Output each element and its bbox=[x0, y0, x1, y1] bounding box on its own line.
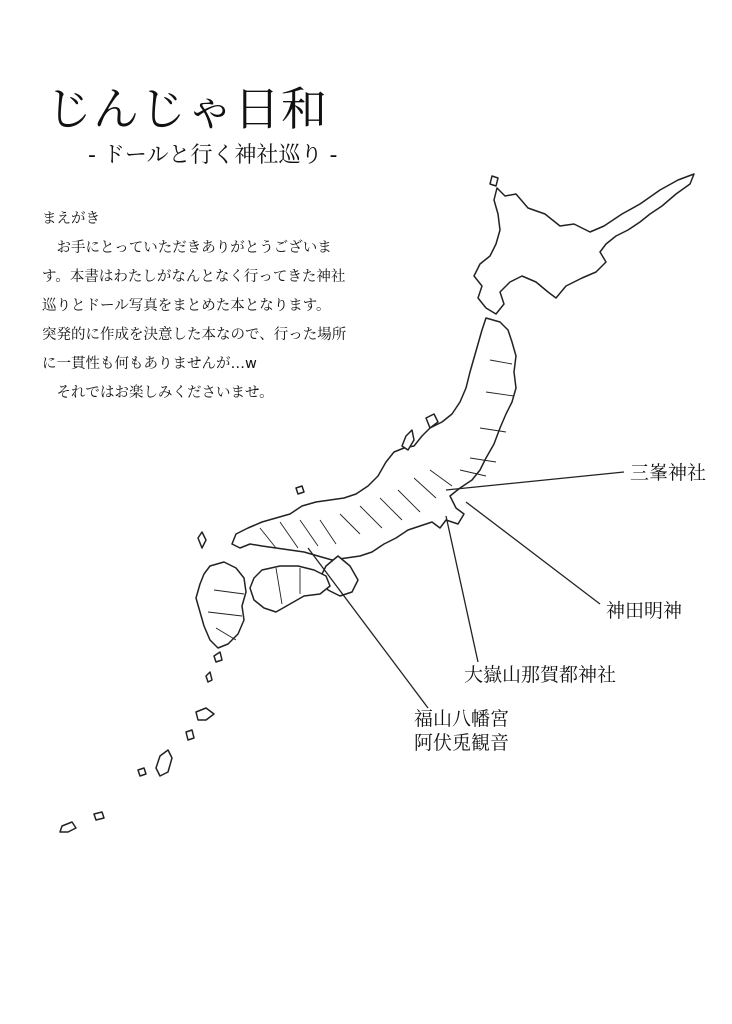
preface-line: に一貫性も何もありませんが…w bbox=[42, 356, 257, 372]
page-title: じんじゃ日和 bbox=[46, 82, 328, 136]
tsushima-island bbox=[198, 532, 206, 548]
preface-line: す。本書はわたしがなんとなく行ってきた神社 bbox=[42, 269, 346, 285]
preface-line: それではお楽しみくださいませ。 bbox=[42, 385, 274, 401]
label-abuto-kannon: 阿伏兎観音 bbox=[414, 731, 510, 754]
honshu-island bbox=[232, 318, 516, 560]
preface-heading: まえがき bbox=[42, 211, 100, 227]
preface-line: 巡りとドール写真をまとめた本となります。 bbox=[42, 298, 331, 314]
label-fukuyama-hachimangu: 福山八幡宮 bbox=[414, 708, 510, 730]
hokkaido-islet bbox=[490, 176, 498, 186]
kyushu-island bbox=[196, 562, 246, 648]
ryukyu-islet bbox=[186, 730, 194, 740]
oki-island bbox=[296, 486, 304, 494]
leader-line-ootake bbox=[446, 516, 478, 662]
shikoku-island bbox=[250, 566, 330, 612]
preface-line: 突発的に作成を決意した本なので、行った場所 bbox=[42, 327, 347, 343]
preface-line: お手にとっていただきありがとうございま bbox=[42, 240, 332, 256]
page-subtitle: - ドールと行く神社巡り - bbox=[88, 143, 338, 168]
ryukyu-islet bbox=[94, 812, 104, 820]
ryukyu-islet bbox=[206, 672, 212, 682]
hokkaido-island bbox=[474, 174, 694, 314]
okinawa-island bbox=[156, 750, 172, 776]
ryukyu-islet bbox=[60, 822, 76, 832]
ryukyu-islet bbox=[196, 708, 214, 720]
leader-line-kanda bbox=[466, 502, 600, 604]
leader-line-fukuyama bbox=[308, 548, 428, 708]
label-kanda-myojin: 神田明神 bbox=[606, 600, 683, 622]
label-fukuyama-group bbox=[414, 708, 509, 756]
ryukyu-islet bbox=[138, 768, 146, 776]
ryukyu-islet bbox=[214, 652, 222, 662]
label-ootake-shrine: 大嶽山那賀都神社 bbox=[464, 664, 617, 686]
label-mitsumine-shrine: 三峯神社 bbox=[630, 462, 707, 484]
